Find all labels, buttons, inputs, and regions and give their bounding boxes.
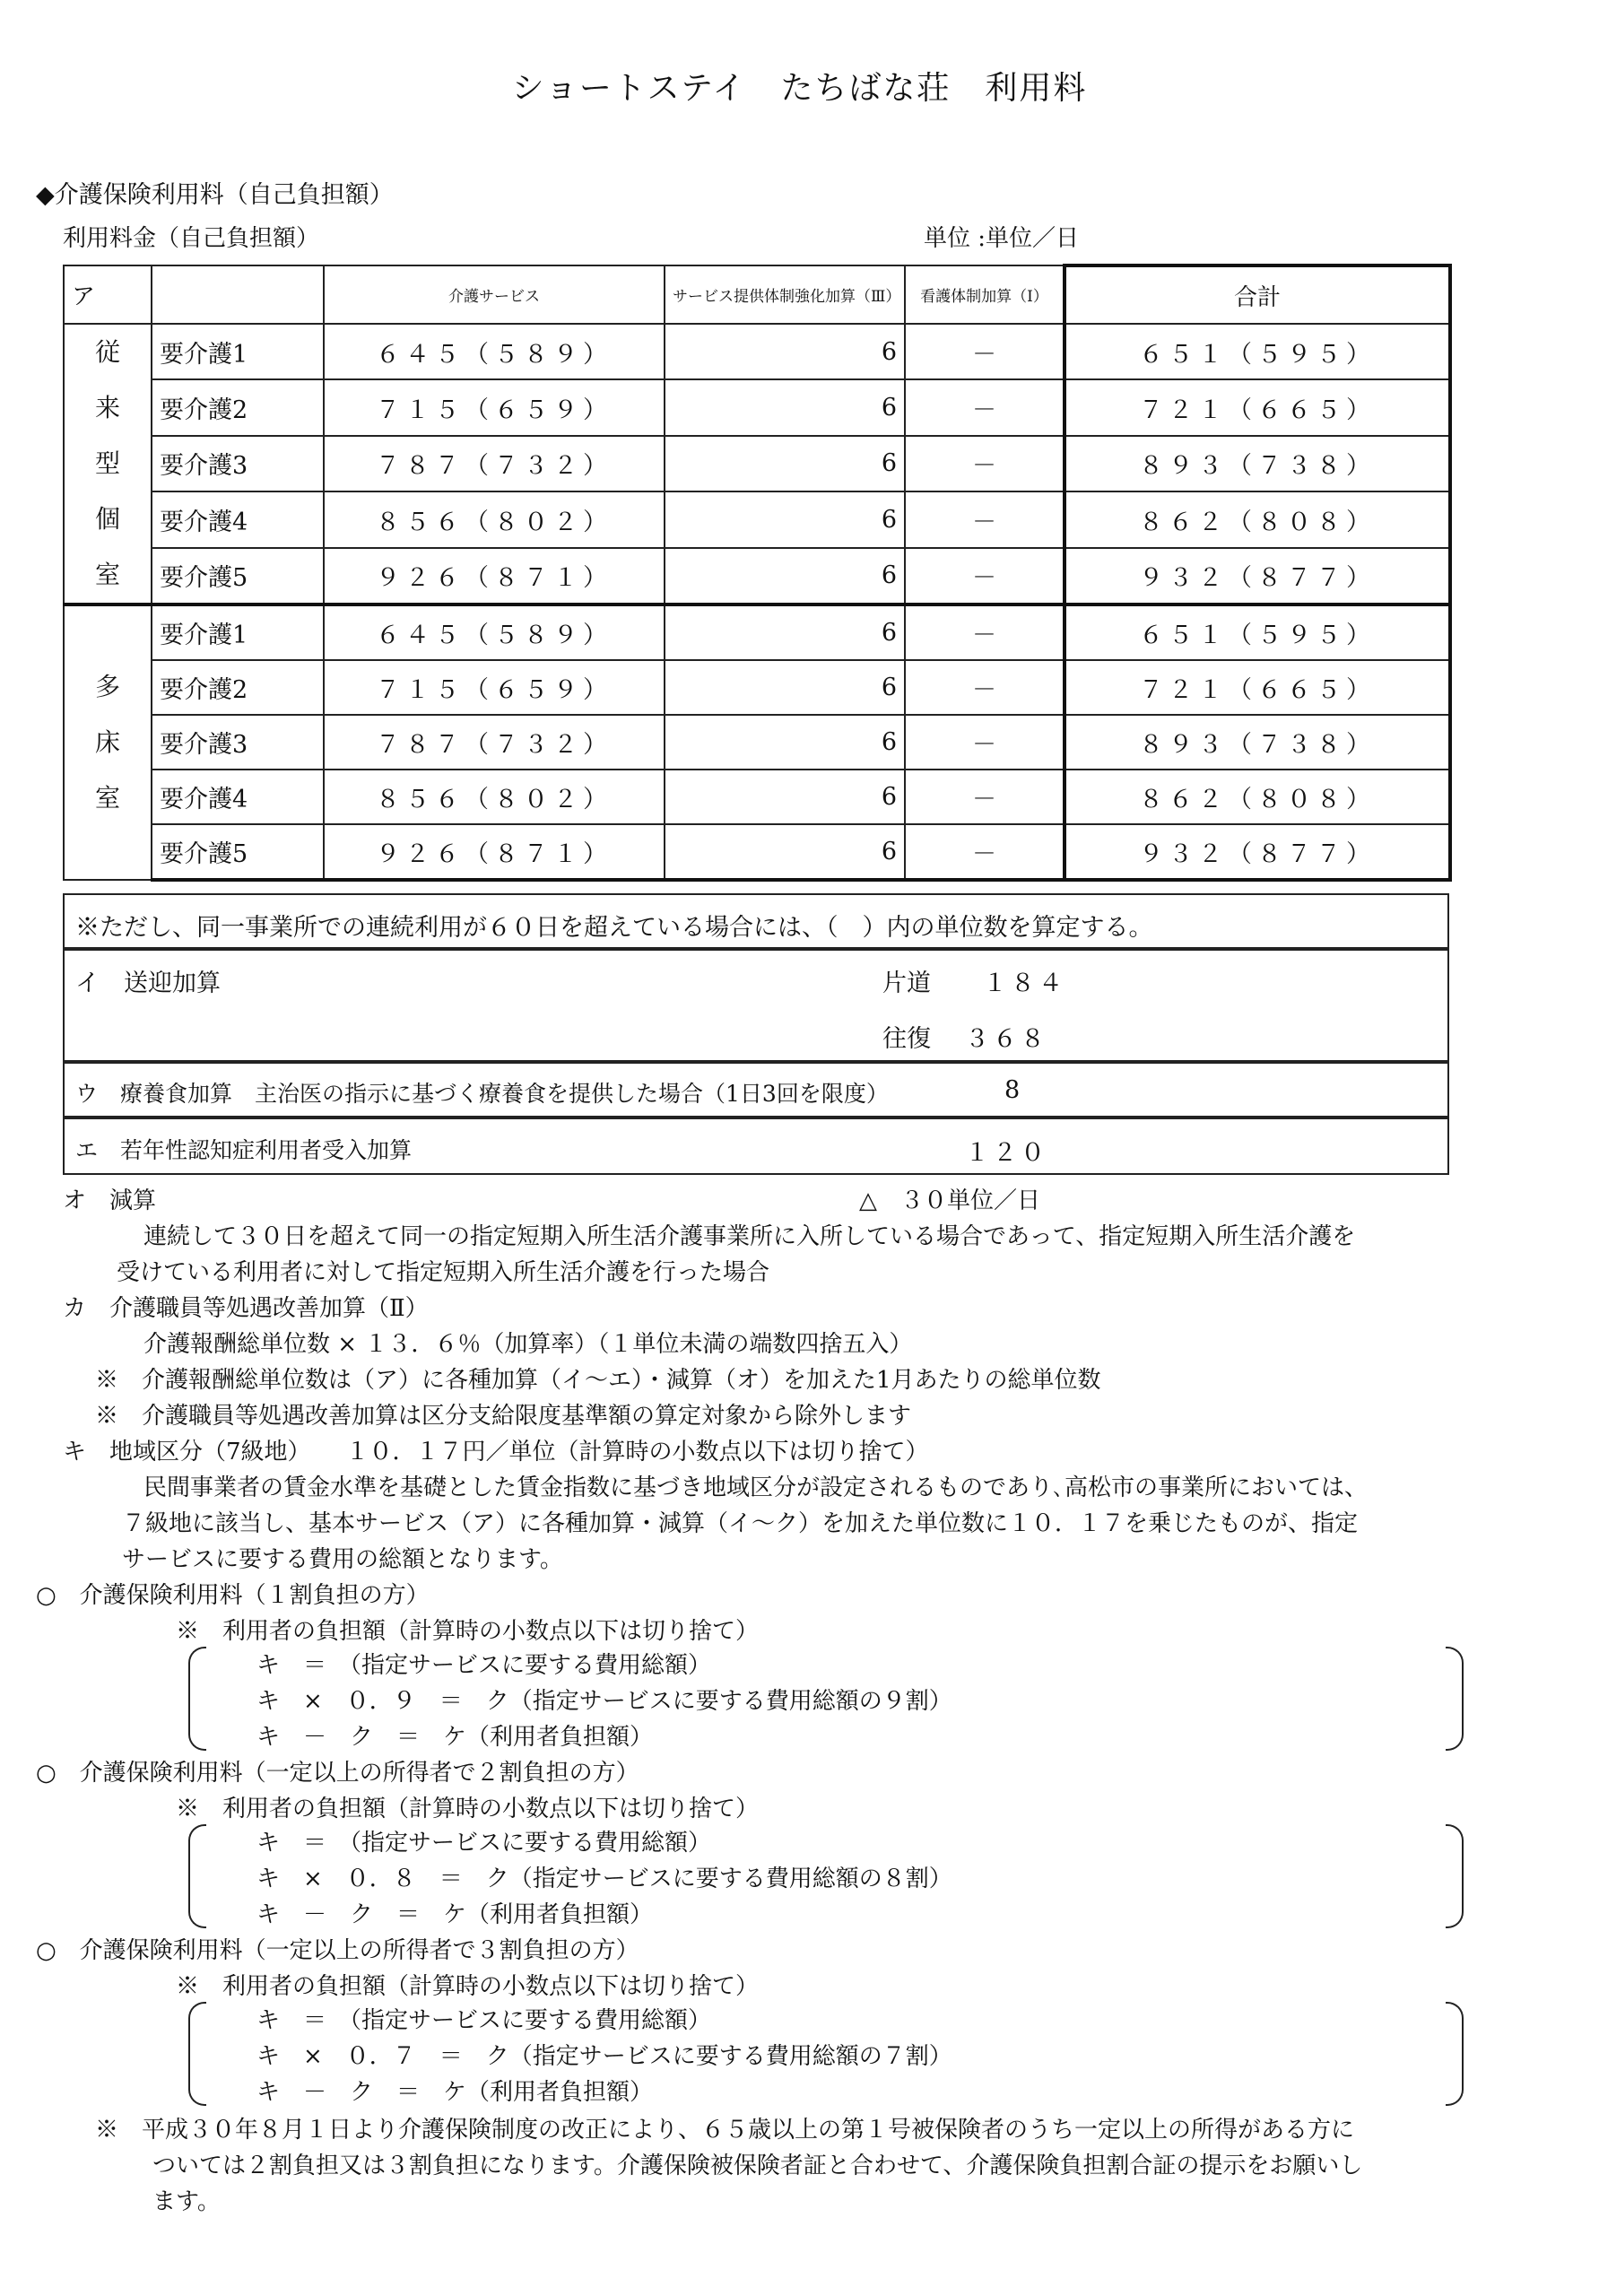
block2-heading: ○ 介護保険利用料（一定以上の所得者で２割負担の方） — [36, 1760, 639, 1787]
block2-right-bracket — [1446, 1824, 1464, 1928]
care-level: 要介護4 — [152, 770, 324, 824]
total-units: ９３２（８７７） — [1065, 548, 1450, 604]
table-row — [64, 824, 1450, 880]
block1-line-1: キ ＝ （指定サービスに要する費用総額） — [256, 1652, 712, 1679]
block3-left-bracket — [188, 2002, 206, 2106]
extra-i-round-value: ３６８ — [965, 1025, 1048, 1053]
block1-line-2: キ × ０．９ ＝ ク（指定サービスに要する費用総額の９割） — [256, 1688, 952, 1715]
total-units: ８６２（８０８） — [1065, 770, 1450, 824]
nurse-add: － — [905, 436, 1065, 491]
extra-e-value: １２０ — [965, 1139, 1048, 1167]
nurse-add: － — [905, 324, 1065, 379]
table-note-text: ※ただし、同一事業所での連続利用が６０日を超えている場合には、（ ）内の単位数を算定する。 — [75, 914, 1153, 942]
o-text-1: 連続して３０日を超えて同一の指定短期入所生活介護事業所に入所している場合であって、指定短期入所生活介護を — [143, 1223, 1356, 1250]
subheading: 利用料金（自己負担額） — [63, 225, 320, 252]
block3-heading: ○ 介護保険利用料（一定以上の所得者で３割負担の方） — [36, 1937, 639, 1964]
block1-line-3: キ － ク ＝ ケ（利用者負担額） — [256, 1724, 654, 1751]
room-type-char: 床 — [94, 727, 120, 757]
service-units: ９２６（８７１） — [324, 548, 665, 604]
extra-u-box — [63, 1062, 1449, 1118]
room-type-char: 多 — [94, 672, 120, 701]
nurse-add: － — [905, 660, 1065, 715]
o-text-2: 受けている利用者に対して指定短期入所生活介護を行った場合 — [117, 1259, 770, 1286]
header-total: 合計 — [1065, 265, 1450, 324]
care-level: 要介護2 — [152, 660, 324, 715]
block1-note: ※ 利用者の負担額（計算時の小数点以下は切り捨て） — [176, 1618, 760, 1645]
extra-i-oneway-value: １８４ — [983, 970, 1066, 997]
table-row — [64, 436, 1450, 491]
room-type-char: 室 — [94, 560, 120, 589]
ki-label: キ 地域区分（7級地） １０．１７円／単位（計算時の小数点以下は切り捨て） — [63, 1439, 929, 1465]
service-add: 6 — [665, 324, 905, 379]
service-add: 6 — [665, 660, 905, 715]
total-units: ８６２（８０８） — [1065, 491, 1450, 547]
nurse-add: － — [905, 379, 1065, 435]
nurse-add: － — [905, 604, 1065, 660]
service-add: 6 — [665, 715, 905, 770]
block2-line-2: キ × ０．８ ＝ ク（指定サービスに要する費用総額の８割） — [256, 1866, 952, 1892]
block3-line-3: キ － ク ＝ ケ（利用者負担額） — [256, 2079, 654, 2106]
room-type-char: 従 — [94, 337, 120, 367]
table-row — [64, 379, 1450, 435]
block2-left-bracket — [188, 1824, 206, 1928]
extra-i-round-label: 往復 — [882, 1025, 931, 1053]
table-row — [64, 491, 1450, 547]
service-units: ８５６（８０２） — [324, 770, 665, 824]
total-units: ６５１（５９５） — [1065, 324, 1450, 379]
block3-line-1: キ ＝ （指定サービスに要する費用総額） — [256, 2007, 712, 2034]
ki-text-1: 民間事業者の賃金水準を基礎とした賃金指数に基づき地域区分が設定されるものであり､高松市の事業所においては、 — [143, 1474, 1369, 1501]
nurse-add: － — [905, 491, 1065, 547]
block1-right-bracket — [1446, 1647, 1464, 1751]
care-level: 要介護3 — [152, 715, 324, 770]
table-row — [64, 548, 1450, 604]
service-add: 6 — [665, 548, 905, 604]
total-units: ９３２（８７７） — [1065, 824, 1450, 880]
room-type-char: 型 — [94, 448, 120, 478]
header-nurse: 看護体制加算（Ⅰ） — [905, 265, 1065, 324]
care-level: 要介護3 — [152, 436, 324, 491]
header-service: 介護サービス — [324, 265, 665, 324]
block1-left-bracket — [188, 1647, 206, 1751]
block3-line-2: キ × ０．７ ＝ ク（指定サービスに要する費用総額の７割） — [256, 2043, 952, 2070]
block3-note: ※ 利用者の負担額（計算時の小数点以下は切り捨て） — [176, 1973, 760, 2000]
total-units: ８９３（７３８） — [1065, 715, 1450, 770]
service-add: 6 — [665, 824, 905, 880]
block2-note: ※ 利用者の負担額（計算時の小数点以下は切り捨て） — [176, 1796, 760, 1822]
extra-i-label: イ 送迎加算 — [75, 970, 221, 997]
extra-i-oneway-label: 片道 — [882, 970, 931, 997]
total-units: ８９３（７３８） — [1065, 436, 1450, 491]
service-units: ６４５（５８９） — [324, 604, 665, 660]
table-row — [64, 715, 1450, 770]
extra-u-value: 8 — [1004, 1076, 1021, 1104]
final-note-2: ついては２割負担又は３割負担になります。介護保険被保険者証と合わせて、介護保険負担割合証の提示をお願いし — [152, 2152, 1363, 2179]
final-note-3: ます。 — [152, 2188, 221, 2215]
service-units: ７８７（７３２） — [324, 436, 665, 491]
ka-note-1: ※ 介護報酬総単位数は（ア）に各種加算（イ～エ）・減算（オ）を加えた1月あたりの総単位数 — [95, 1367, 1101, 1394]
table-row — [64, 660, 1450, 715]
total-units: ６５１（５９５） — [1065, 604, 1450, 660]
care-level: 要介護4 — [152, 491, 324, 547]
final-note-1: ※ 平成３０年８月１日より介護保険制度の改正により、６５歳以上の第１号被保険者のうち一定以上の所得がある方に — [95, 2117, 1355, 2144]
ka-text: 介護報酬総単位数 × １３．６％（加算率）（１単位未満の端数四捨五入） — [143, 1331, 913, 1358]
care-level: 要介護2 — [152, 379, 324, 435]
service-units: ７８７（７３２） — [324, 715, 665, 770]
unit-label: 単位 :単位／日 — [924, 225, 1080, 252]
care-level: 要介護1 — [152, 324, 324, 379]
o-label: オ 減算 — [63, 1187, 157, 1214]
extra-i-box — [63, 949, 1449, 1062]
nurse-add: － — [905, 548, 1065, 604]
room-type-char: 個 — [94, 504, 120, 534]
total-units: ７２１（６６５） — [1065, 660, 1450, 715]
room-type-char: 来 — [94, 393, 120, 422]
block2-line-1: キ ＝ （指定サービスに要する費用総額） — [256, 1830, 712, 1857]
block2-line-3: キ － ク ＝ ケ（利用者負担額） — [256, 1901, 654, 1928]
service-units: ９２６（８７１） — [324, 824, 665, 880]
extra-e-box — [63, 1118, 1449, 1175]
block3-right-bracket — [1446, 2002, 1464, 2106]
o-value: △ ３０単位／日 — [859, 1187, 1040, 1214]
ka-note-2: ※ 介護職員等処遇改善加算は区分支給限度基準額の算定対象から除外します — [95, 1403, 912, 1430]
table-row — [64, 770, 1450, 824]
table-row — [64, 324, 1450, 379]
service-units: ６４５（５８９） — [324, 324, 665, 379]
fee-table — [63, 264, 1452, 882]
service-add: 6 — [665, 436, 905, 491]
ki-text-2: ７級地に該当し、基本サービス（ア）に各種加算・減算（イ～ク）を加えた単位数に１０．１７を乗じたものが、指定 — [122, 1510, 1359, 1537]
page-title: ショートステイ たちばな荘 利用料 — [511, 70, 1088, 107]
table-note — [63, 893, 1449, 949]
header-add: サービス提供体制強化加算（Ⅲ） — [665, 265, 905, 324]
service-add: 6 — [665, 379, 905, 435]
ka-label: カ 介護職員等処遇改善加算（Ⅱ） — [63, 1295, 429, 1322]
nurse-add: － — [905, 770, 1065, 824]
care-level: 要介護5 — [152, 548, 324, 604]
service-units: ８５６（８０２） — [324, 491, 665, 547]
care-level: 要介護1 — [152, 604, 324, 660]
service-add: 6 — [665, 770, 905, 824]
care-level: 要介護5 — [152, 824, 324, 880]
table-row — [64, 604, 1450, 660]
service-units: ７１５（６５９） — [324, 379, 665, 435]
nurse-add: － — [905, 715, 1065, 770]
service-add: 6 — [665, 604, 905, 660]
g1-room-type-label — [64, 324, 152, 604]
header-a: ア — [64, 265, 152, 324]
g2-room-type-label — [64, 604, 152, 880]
block1-heading: ○ 介護保険利用料（１割負担の方） — [36, 1582, 430, 1609]
service-add: 6 — [665, 491, 905, 547]
extra-e-label: エ 若年性認知症利用者受入加算 — [75, 1137, 413, 1163]
total-units: ７２１（６６５） — [1065, 379, 1450, 435]
extra-u-label: ウ 療養食加算 主治医の指示に基づく療養食を提供した場合（1日3回を限度） — [75, 1081, 889, 1107]
nurse-add: － — [905, 824, 1065, 880]
section-heading: ◆介護保険利用料（自己負担額） — [36, 181, 394, 209]
room-type-char: 室 — [94, 783, 120, 813]
service-units: ７１５（６５９） — [324, 660, 665, 715]
ki-text-3: サービスに要する費用の総額となります。 — [122, 1546, 563, 1573]
